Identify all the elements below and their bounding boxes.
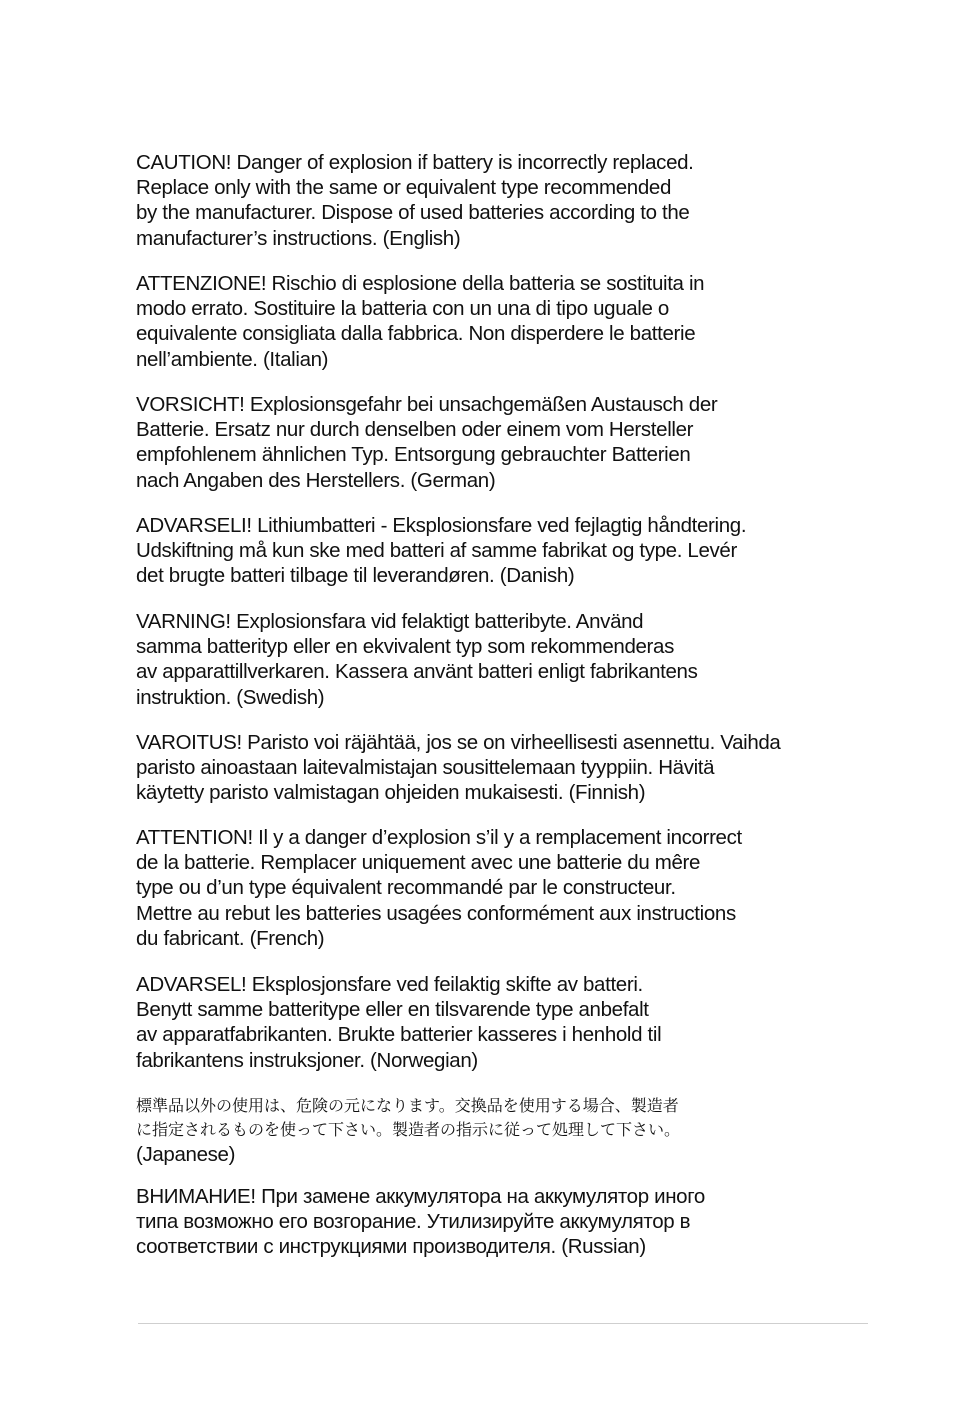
text-line: Batterie. Ersatz nur durch denselben oder einem vom Hersteller [136,418,694,442]
text-line: Udskiftning må kun ske med batteri af samme fabrikat og type. Levér [136,539,737,563]
text-line: (Japanese) [136,1143,236,1166]
text-line: type ou d’un type équivalent recommandé par le constructeur. [136,876,676,900]
text-line: に指定されるものを使って下さい。製造者の指示に従って処理して下さい。 [136,1120,681,1139]
caution-norwegian [136,972,836,1073]
text-line: Benytt samme batteritype eller en tilsvarende type anbefalt [136,998,649,1022]
text-line: käytetty paristo valmistagan ohjeiden mukaisesti. (Finnish) [136,781,646,805]
text-line: ADVARSELI! Lithiumbatteri - Eksplosionsfare ved fejlagtig håndtering. [136,514,747,537]
text-line: instruktion. (Swedish) [136,685,325,709]
text-line: VARNING! Explosionsfara vid felaktigt batteribyte. Använd [136,610,644,633]
text-line: equivalente consigliata dalla fabbrica. Non disperdere le batterie [136,322,696,346]
caution-german [136,392,836,493]
text-line: ADVARSEL! Eksplosjonsfare ved feilaktig skifte av batteri. [136,973,643,996]
text-line: det brugte batteri tilbage til leverandøren. (Danish) [136,564,575,588]
caution-russian [136,1184,836,1260]
caution-finnish [136,730,836,806]
caution-japanese [136,1094,836,1167]
text-line: Replace only with the same or equivalent type recommended [136,176,671,200]
caution-english [136,150,836,251]
text-line: ATTENZIONE! Rischio di esplosione della batteria se sostituita in [136,272,705,295]
text-line: типа возможно его возгорание. Утилизируйте аккумулятор в [136,1210,691,1234]
text-line: VORSICHT! Explosionsgefahr bei unsachgemäßen Austausch der [136,393,718,416]
text-line: du fabricant. (French) [136,926,325,950]
text-line: Mettre au rebut les batteries usagées conformément aux instructions [136,901,736,925]
text-line: manufacturer’s instructions. (English) [136,226,461,250]
text-line: av apparattillverkaren. Kassera använt batteri enligt fabrikantens [136,660,698,684]
text-line: modo errato. Sostituire la batteria con un una di tipo uguale o [136,297,669,321]
text-line: paristo ainoastaan laitevalmistajan sousittelemaan tyyppiin. Hävitä [136,756,715,780]
caution-italian [136,271,836,372]
caution-danish [136,513,836,589]
text-line: ATTENTION! Il y a danger d’explosion s’il y a remplacement incorrect [136,826,742,849]
text-line: samma batterityp eller en ekvivalent typ som rekommenderas [136,635,674,659]
caution-swedish [136,609,836,710]
text-line: nell’ambiente. (Italian) [136,347,329,371]
footer-divider [138,1323,868,1324]
text-line: av apparatfabrikanten. Brukte batterier kasseres i henhold til [136,1023,662,1047]
text-line: ВНИМАНИЕ! При замене аккумулятора на аккумулятор иного [136,1185,705,1208]
text-line: 標準品以外の使用は、危険の元になります。交換品を使用する場合、製造者 [136,1096,679,1115]
text-line: соответствии с инструкциями производителя. (Russian) [136,1235,646,1259]
text-line: empfohlenem ähnlichen Typ. Entsorgung gebrauchter Batterien [136,443,691,467]
text-line: VAROITUS! Paristo voi räjähtää, jos se on virheellisesti asennettu. Vaihda [136,731,781,754]
text-line: CAUTION! Danger of explosion if battery is incorrectly replaced. [136,151,694,174]
text-line: fabrikantens instruksjoner. (Norwegian) [136,1048,478,1072]
text-line: nach Angaben des Herstellers. (German) [136,468,496,492]
text-line: de la batterie. Remplacer uniquement avec une batterie du mêre [136,851,701,875]
text-line: by the manufacturer. Dispose of used batteries according to the [136,201,690,225]
caution-french [136,825,836,951]
